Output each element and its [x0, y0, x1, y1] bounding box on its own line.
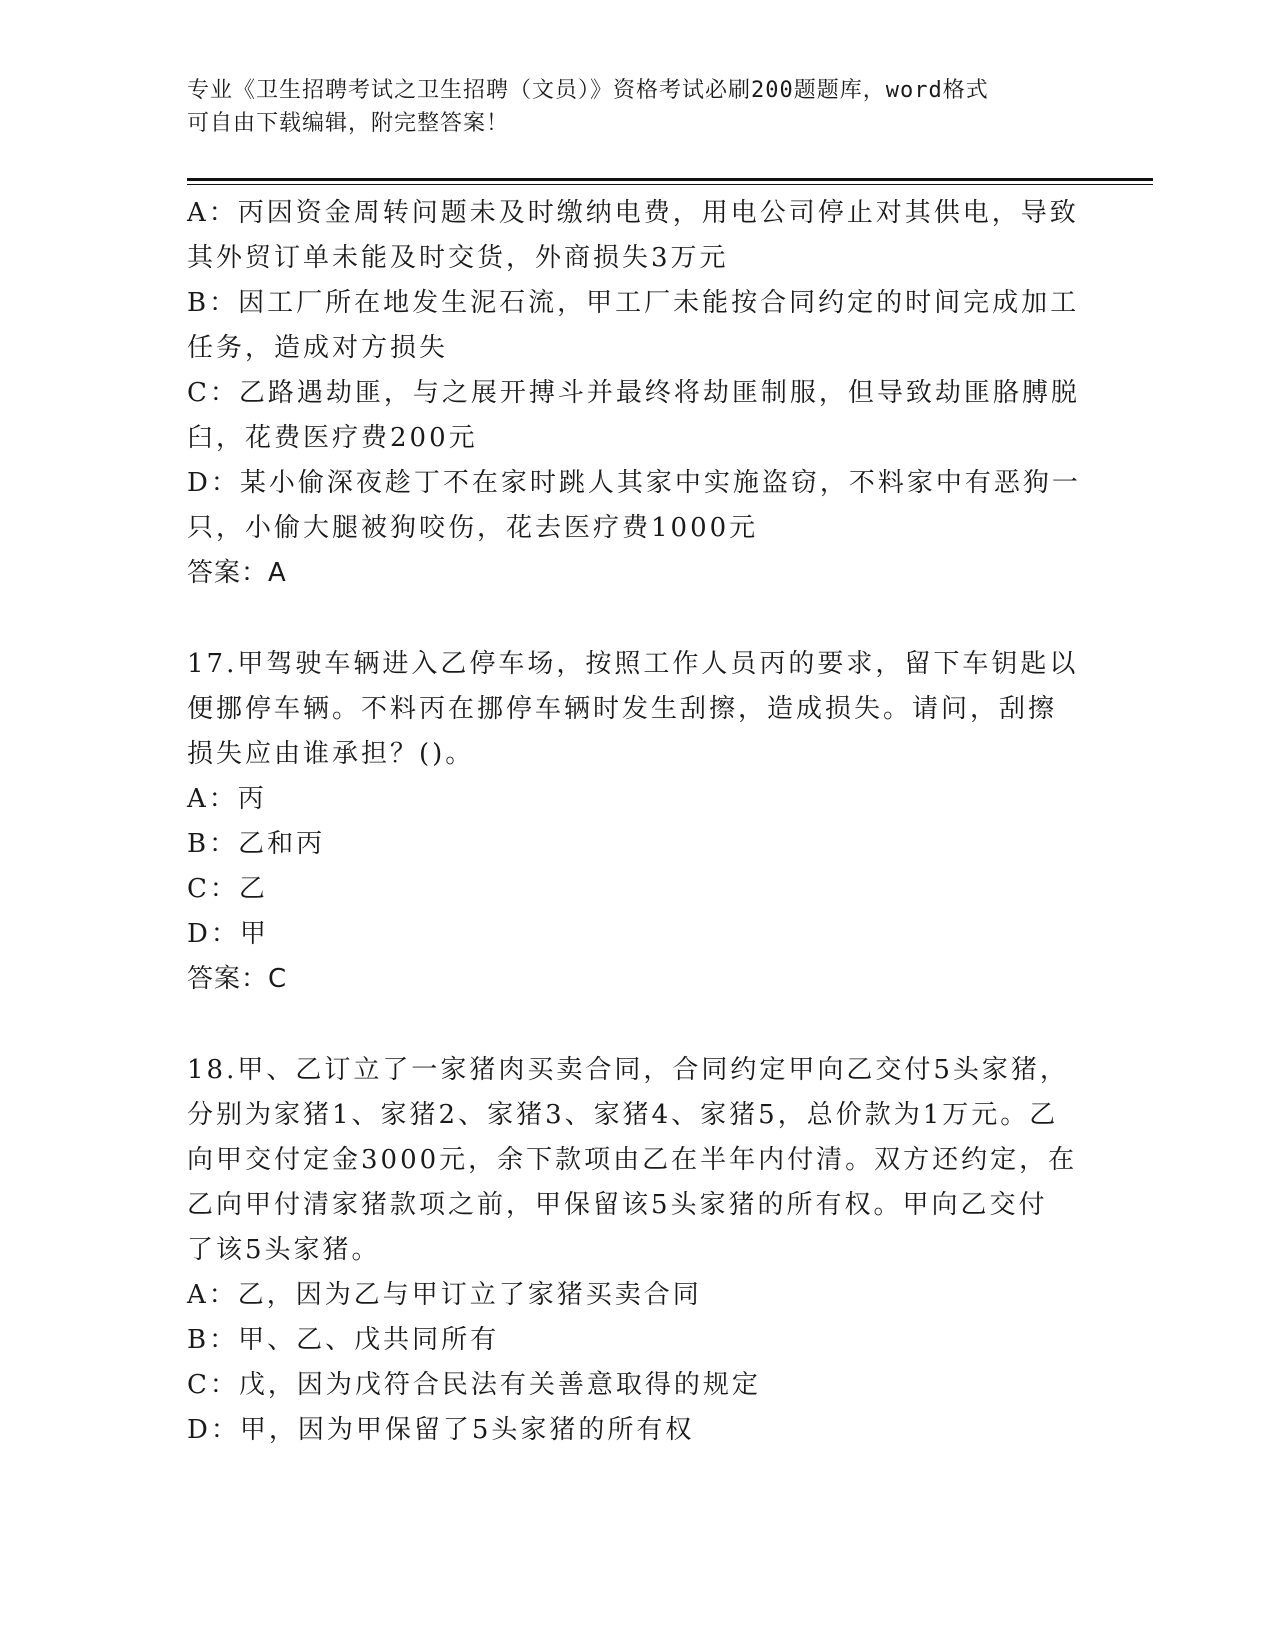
question-17	[187, 642, 1087, 1002]
option-a-line-1: A：丙因资金周转问题未及时缴纳电费，用电公司停止对其供电，导致	[187, 198, 1079, 228]
option-d-line-2: 只，小偷大腿被狗咬伤，花去医疗费1000元	[187, 513, 759, 543]
question-18-stem-line-4: 乙向甲付清家猪款项之前，甲保留该5头家猪的所有权。甲向乙交付	[187, 1190, 1048, 1220]
header-rule-thick	[187, 178, 1153, 181]
option-b-line-1: B：因工厂所在地发生泥石流，甲工厂未能按合同约定的时间完成加工	[187, 288, 1080, 318]
header-rule-thin	[187, 184, 1153, 185]
question-17-stem-line-3: 损失应由谁承担？()。	[187, 739, 475, 769]
question-17-option-b: B：乙和丙	[187, 829, 326, 859]
header-line-1: 专业《卫生招聘考试之卫生招聘（文员）》资格考试必刷200题题库，word格式	[187, 78, 989, 103]
question-18-stem-line-3: 向甲交付定金3000元，余下款项由乙在半年内付清。双方还约定，在	[187, 1145, 1078, 1175]
question-18-stem-line-1: 18.甲、乙订立了一家猪肉买卖合同，合同约定甲向乙交付5头家猪，	[187, 1055, 1069, 1085]
document-header	[187, 74, 1067, 140]
question-18-option-c: C：戊，因为戊符合民法有关善意取得的规定	[187, 1370, 761, 1400]
question-16	[187, 191, 1087, 596]
question-18-option-b: B：甲、乙、戊共同所有	[187, 1325, 500, 1355]
option-c-line-2: 臼，花费医疗费200元	[187, 423, 478, 453]
header-line-2: 可自由下载编辑，附完整答案！	[187, 111, 510, 136]
spacer	[187, 596, 1087, 642]
question-17-option-d: D：甲	[187, 919, 269, 949]
question-18-stem-line-2: 分别为家猪1、家猪2、家猪3、家猪4、家猪5，总价款为1万元。乙	[187, 1100, 1059, 1130]
option-a-line-2: 其外贸订单未能及时交货，外商损失3万元	[187, 243, 729, 273]
question-17-stem-line-1: 17.甲驾驶车辆进入乙停车场，按照工作人员丙的要求，留下车钥匙以	[187, 649, 1079, 679]
question-content	[187, 191, 1087, 1453]
question-18-stem-line-5: 了该5头家猪。	[187, 1235, 381, 1265]
answer-17: 答案：C	[187, 964, 288, 994]
option-c-line-1: C：乙路遇劫匪，与之展开搏斗并最终将劫匪制服，但导致劫匪胳膊脱	[187, 378, 1080, 408]
option-d-line-1: D：某小偷深夜趁丁不在家时跳人其家中实施盗窃，不料家中有恶狗一	[187, 468, 1081, 498]
question-18-option-a: A：乙，因为乙与甲订立了家猪买卖合同	[187, 1280, 702, 1310]
question-17-option-c: C：乙	[187, 874, 268, 904]
question-18-option-d: D：甲，因为甲保留了5头家猪的所有权	[187, 1415, 695, 1445]
question-18	[187, 1048, 1087, 1453]
spacer	[187, 1002, 1087, 1048]
question-17-option-a: A：丙	[187, 784, 267, 814]
option-b-line-2: 任务，造成对方损失	[187, 333, 449, 363]
question-17-stem-line-2: 便挪停车辆。不料丙在挪停车辆时发生刮擦，造成损失。请问，刮擦	[187, 694, 1058, 724]
answer-16: 答案：A	[187, 558, 287, 588]
